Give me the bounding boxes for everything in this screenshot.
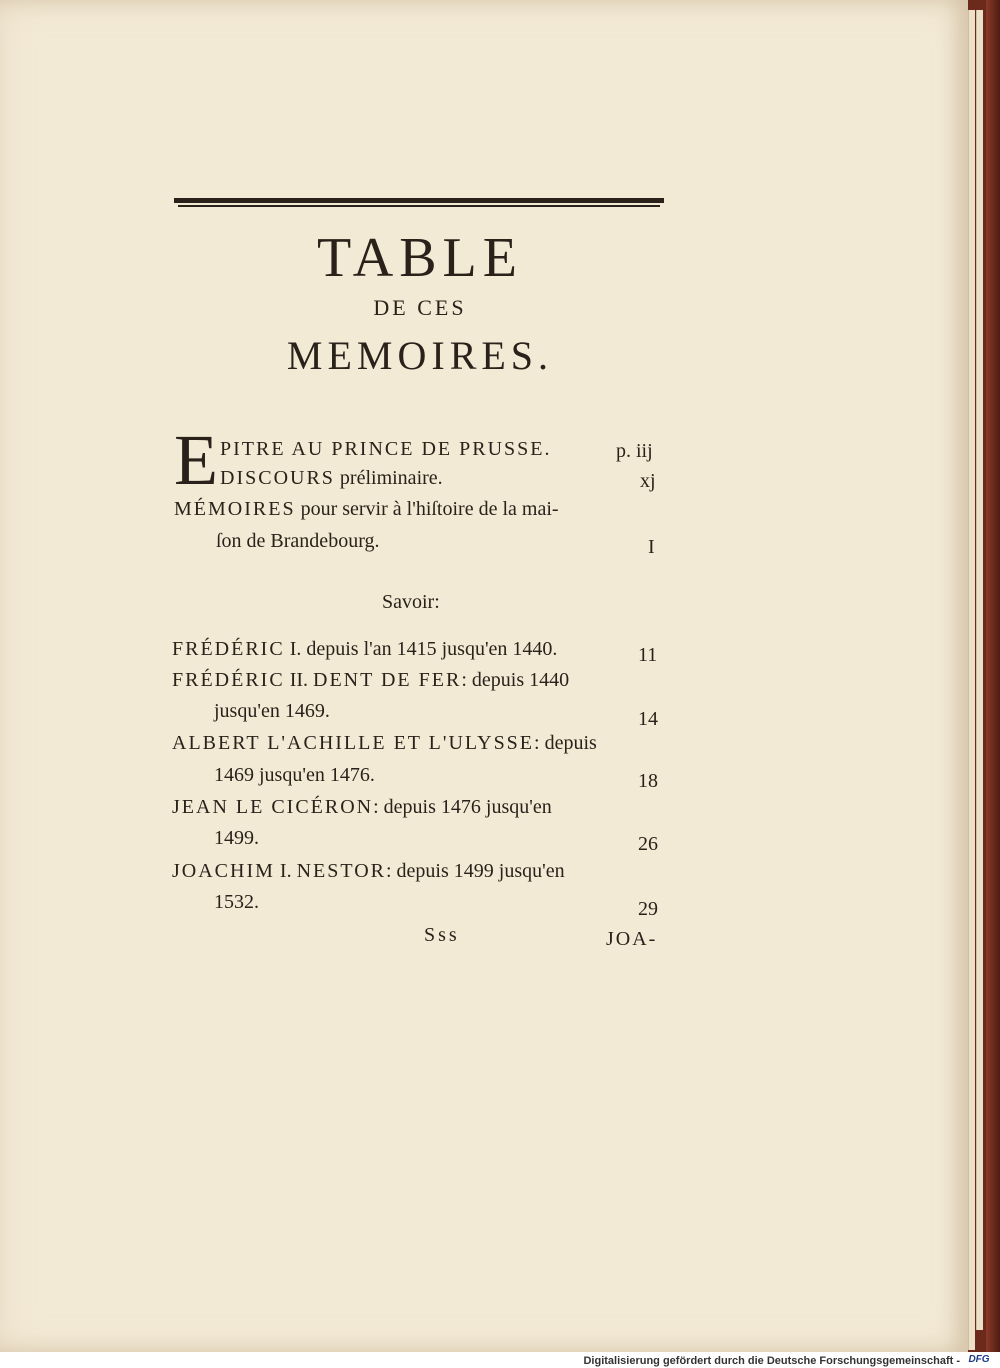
entry-epitre: PITRE AU PRINCE DE PRUSSE. [220,438,552,460]
ruler-4-page: 26 [638,833,658,855]
page-edge [968,10,975,1350]
dfg-logo-icon: DFG [968,1354,990,1365]
ruler-1-page: 11 [638,644,658,666]
page-subtitle: DE CES [373,295,467,320]
ruler-4-name: JEAN LE CICÉRON [172,796,374,818]
page-title-2: MEMOIRES. [286,333,554,378]
ruler-5-page: 29 [638,898,658,920]
footer-bar [0,1352,1000,1368]
ruler-entry-3 [172,732,597,755]
ruler-2-name: FRÉDÉRIC [172,669,285,691]
ruler-2-page: 14 [638,708,658,730]
ruler-3-cont: 1469 jusqu'en 1476. [214,764,375,786]
ruler-5-cont: 1532. [214,891,259,913]
ruler-entry-1 [172,638,557,661]
ruler-entry-4 [172,796,552,819]
ruler-2-rest: : depuis 1440 [461,669,570,691]
entry-memoires-page: I [648,536,655,558]
entry-discours-rest: préliminaire. [334,467,443,489]
ruler-4-rest: : depuis 1476 jusqu'en [373,796,552,818]
ruler-3-rest: : depuis [534,732,597,754]
ruler-5-name: JOACHIM [172,860,275,882]
catchword: JOA- [606,928,658,950]
ruler-1-name: FRÉDÉRIC [172,638,285,660]
ruler-2-epithet: DENT DE FER [313,669,462,691]
entry-discours-page: xj [640,470,656,492]
ruler-5-epithet: NESTOR [296,860,386,882]
ruler-3-page: 18 [638,770,658,792]
ruler-2-mid: II. [284,669,314,691]
footer-credit: Digitalisierung gefördert durch die Deutsche Forschungsgemeinschaft - [583,1355,960,1367]
section-label: Savoir: [382,591,440,613]
drop-cap: E [174,420,218,500]
entry-memoires-cont: ſon de Brandebourg. [216,530,380,552]
heading-rule-thick [174,198,664,203]
ruler-5-rest: : depuis 1499 jusqu'en [386,860,565,882]
entry-epitre-page: p. iij [616,440,653,462]
ruler-4-cont: 1499. [214,827,259,849]
entry-memoires-lead: MÉMOIRES [174,498,296,520]
ruler-entry-5 [172,860,565,883]
ruler-5-mid: I. [274,860,297,882]
page-edge-2 [976,10,983,1330]
entry-discours [220,467,443,490]
page-title: TABLE [317,227,523,289]
entry-memoires-rest: pour servir à l'hiſtoire de la mai- [295,498,559,520]
ruler-3-name: ALBERT L'ACHILLE ET L'ULYSSE [172,732,535,754]
ruler-2-cont: jusqu'en 1469. [214,700,330,722]
ruler-entry-2 [172,669,569,692]
heading-rule-thin [178,205,660,207]
entry-memoires [174,498,559,521]
entry-discours-lead: DISCOURS [220,467,335,489]
ruler-1-rest: I. depuis l'an 1415 jusqu'en 1440. [284,638,558,660]
book-cover-edge [986,0,1000,1368]
signature-mark: Sss [424,924,460,946]
